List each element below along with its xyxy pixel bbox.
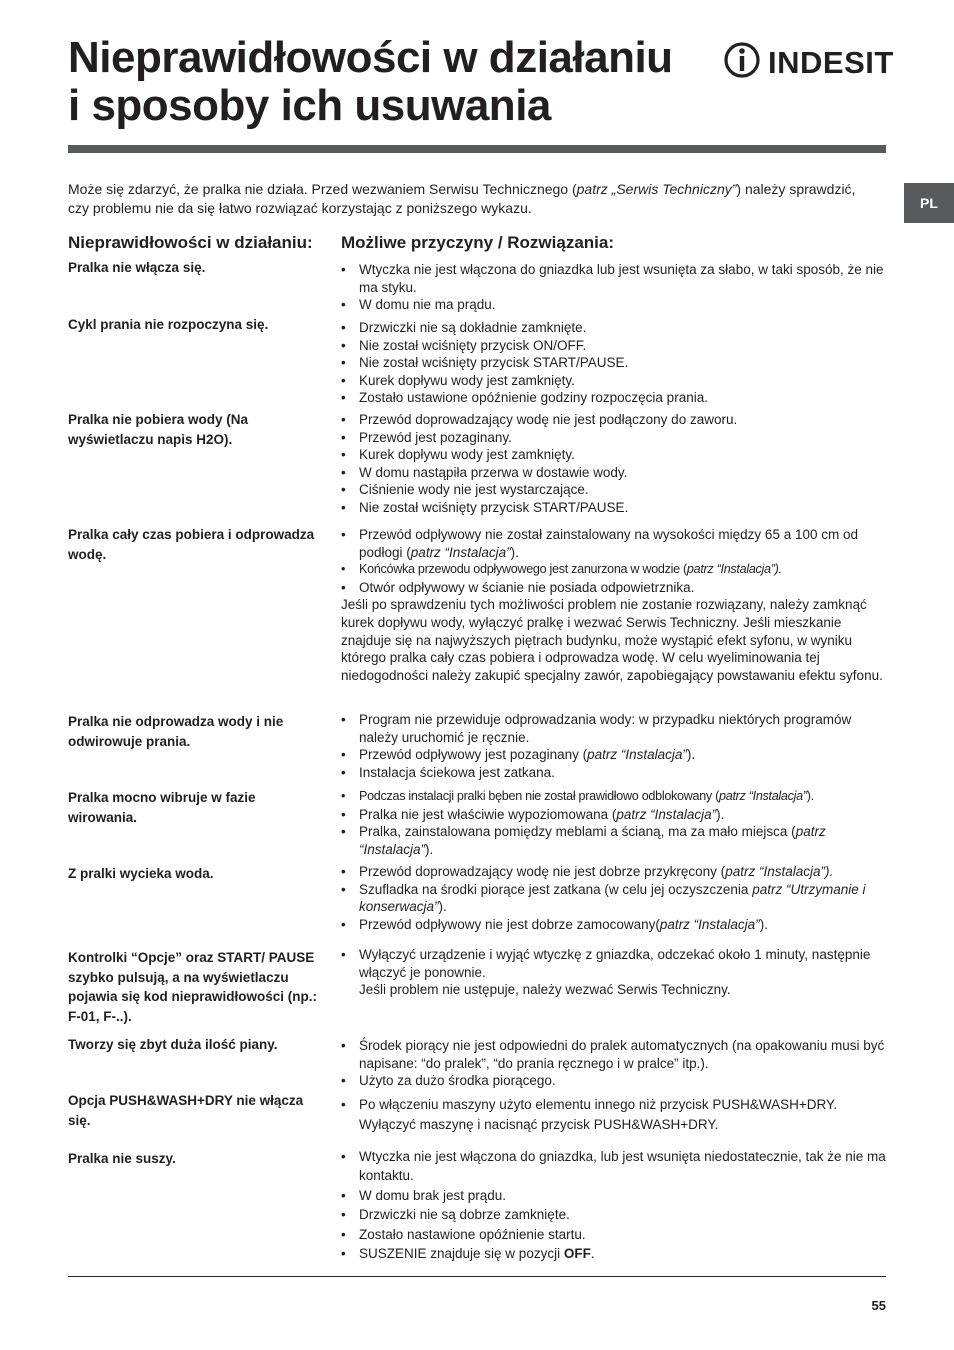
solution-item: • Wtyczka nie jest włączona do gniazdka lub jest wsunięta za słabo, w taki sposób, że nie ma styku. bbox=[341, 261, 889, 296]
solution-item: • Użyto za dużo środka piorącego. bbox=[341, 1072, 889, 1090]
fault-solutions bbox=[341, 1147, 889, 1263]
fault-solutions bbox=[341, 863, 889, 933]
page-title-line-1: Nieprawidłowości w działaniu bbox=[68, 33, 673, 82]
solution-list bbox=[341, 319, 889, 407]
solution-item: • Przewód odpływowy nie został zainstalowany na wysokości między 65 a 100 cm od podłogi (patrz “Instalacja”). bbox=[341, 526, 889, 561]
intro-reference: patrz „Serwis Techniczny” bbox=[576, 181, 737, 197]
solution-item: • Przewód doprowadzający wodę nie jest dobrze przykręcony (patrz “Instalacja”). bbox=[341, 863, 889, 881]
solution-item: • Zostało ustawione opóźnienie godziny rozpoczęcia prania. bbox=[341, 389, 889, 407]
solution-item: • Kurek dopływu wody jest zamknięty. bbox=[341, 372, 889, 390]
solution-item: • Zostało nastawione opóźnienie startu. bbox=[341, 1225, 889, 1244]
brand-logo-text: INDESIT bbox=[768, 45, 894, 80]
fault-label: Pralka nie włącza się. bbox=[68, 260, 206, 275]
solution-list bbox=[341, 261, 889, 314]
header-divider bbox=[68, 145, 886, 153]
faults-column-heading: Nieprawidłowości w działaniu: bbox=[68, 233, 313, 252]
solution-item: • Środek piorący nie jest odpowiedni do pralek automatycznych (na opakowaniu musi być napisane: “do pralek”, “do prania ręcznego i w pralce” itp.). bbox=[341, 1037, 889, 1072]
fault-label: Pralka nie odprowadza wody i nie odwirowuje prania. bbox=[68, 714, 284, 749]
solution-item: • Po włączeniu maszyny użyto elementu innego niż przycisk PUSH&WASH+DRY. Wyłączyć maszynę i nacisnąć przycisk PUSH&WASH+DRY. bbox=[341, 1095, 889, 1134]
intro-text-1: Może się zdarzyć, że pralka nie działa. Przed wezwaniem Serwisu Technicznego ( bbox=[68, 181, 577, 197]
solution-list bbox=[341, 411, 889, 517]
solution-item: • Pralka nie jest właściwie wypoziomowana (patrz “Instalacja”). bbox=[341, 806, 889, 824]
fault-label: Pralka nie suszy. bbox=[68, 1151, 176, 1166]
solution-item: • Szufladka na środki piorące jest zatkana (w celu jej oczyszczenia patrz “Utrzymanie i konserwacja”). bbox=[341, 881, 889, 916]
solution-note: Jeśli problem nie ustępuje, należy wezwać Serwis Techniczny. bbox=[359, 982, 731, 998]
fault-label: Pralka cały czas pobiera i odprowadza wodę. bbox=[68, 527, 315, 562]
fault-solutions bbox=[341, 1037, 889, 1090]
solution-note: Jeśli po sprawdzeniu tych możliwości problem nie zostanie rozwiązany, należy zamknąć kurek dopływu wody, wyłączyć pralkę i wezwać Serwis Techniczny. Jeśli mieszkanie znajduje się na najwyższych piętrach budynku, może wystąpić efekt syfonu, w wyniku którego pralka cały czas pobiera i odprowadza wodę. W celu wyeliminowania tej niedogodności należy zakupić specjalny zawór, zapobiegający powstawaniu efektu syfonu. bbox=[341, 597, 883, 683]
solution-list bbox=[341, 863, 889, 933]
solution-item: • Drzwiczki nie są dokładnie zamknięte. bbox=[341, 319, 889, 337]
fault-solutions bbox=[341, 261, 889, 314]
solution-item: • W domu nie ma prądu. bbox=[341, 296, 889, 314]
fault-solutions bbox=[341, 319, 889, 407]
intro-paragraph bbox=[68, 180, 868, 218]
solution-item: • Podczas instalacji pralki bęben nie został prawidłowo odblokowany (patrz “Instalacja”). bbox=[341, 788, 889, 806]
solution-item: • W domu brak jest prądu. bbox=[341, 1186, 889, 1205]
page-title-line-2: i sposoby ich usuwania bbox=[68, 81, 551, 130]
solution-item: • Końcówka przewodu odpływowego jest zanurzona w wodzie (patrz “Instalacja”). bbox=[341, 561, 889, 579]
solution-item: • Wyłączyć urządzenie i wyjąć wtyczkę z gniazdka, odczekać około 1 minuty, następnie włączyć je ponownie. bbox=[341, 946, 889, 981]
solution-item: • Nie został wciśnięty przycisk START/PAUSE. bbox=[341, 499, 889, 517]
fault-solutions bbox=[341, 411, 889, 517]
fault-label: Cykl prania nie rozpoczyna się. bbox=[68, 317, 269, 332]
fault-label: Pralka mocno wibruje w fazie wirowania. bbox=[68, 790, 256, 825]
solution-item: • Przewód doprowadzający wodę nie jest podłączony do zaworu. bbox=[341, 411, 889, 429]
fault-label: Pralka nie pobiera wody (Na wyświetlaczu napis H2O). bbox=[68, 412, 249, 447]
solution-item: • Ciśnienie wody nie jest wystarczające. bbox=[341, 481, 889, 499]
solution-item: • Nie został wciśnięty przycisk START/PAUSE. bbox=[341, 354, 889, 372]
solution-item: • Instalacja ściekowa jest zatkana. bbox=[341, 764, 889, 782]
solution-item: • SUSZENIE znajduje się w pozycji OFF. bbox=[341, 1244, 889, 1263]
solution-item: • Nie został wciśnięty przycisk ON/OFF. bbox=[341, 337, 889, 355]
footer-divider bbox=[68, 1276, 886, 1277]
solution-item: • Wtyczka nie jest włączona do gniazdka, lub jest wsunięta niedostatecznie, tak że nie ma kontaktu. bbox=[341, 1147, 889, 1186]
solution-item: • Pralka, zainstalowana pomiędzy meblami a ścianą, ma za mało miejsca (patrz “Instalacja”). bbox=[341, 823, 889, 858]
solution-item: • Przewód odpływowy nie jest dobrze zamocowany(patrz “Instalacja”). bbox=[341, 916, 889, 934]
solution-item: • Przewód jest pozaginany. bbox=[341, 429, 889, 447]
page-number: 55 bbox=[871, 1298, 886, 1313]
solution-list bbox=[341, 1095, 889, 1134]
solution-item: • Kurek dopływu wody jest zamknięty. bbox=[341, 446, 889, 464]
fault-solutions bbox=[341, 1095, 889, 1134]
fault-solutions bbox=[341, 788, 889, 858]
solution-list bbox=[341, 946, 889, 981]
solution-list bbox=[341, 526, 889, 596]
fault-solutions bbox=[341, 526, 889, 684]
solution-item: • Program nie przewiduje odprowadzania wody: w przypadku niektórych programów należy uruchomić je ręcznie. bbox=[341, 711, 889, 746]
fault-label: Opcja PUSH&WASH+DRY nie włącza się. bbox=[68, 1093, 304, 1128]
solution-item: • Otwór odpływowy w ścianie nie posiada odpowietrznika. bbox=[341, 579, 889, 597]
fault-label: Kontrolki “Opcje” oraz START/ PAUSE szybko pulsują, a na wyświetlaczu pojawia się kod nieprawidłowości (np.: F-01, F-..). bbox=[68, 950, 318, 1024]
solution-list bbox=[341, 1037, 889, 1090]
solution-item: • Przewód odpływowy jest pozaginany (patrz “Instalacja”). bbox=[341, 746, 889, 764]
indesit-logo-icon bbox=[724, 40, 760, 80]
fault-label: Tworzy się zbyt duża ilość piany. bbox=[68, 1037, 278, 1052]
brand-logo bbox=[724, 40, 894, 84]
solution-list bbox=[341, 1147, 889, 1263]
solution-list bbox=[341, 788, 889, 858]
fault-solutions bbox=[341, 711, 889, 781]
solution-list bbox=[341, 711, 889, 781]
page-title bbox=[68, 34, 673, 130]
language-tab: PL bbox=[904, 183, 954, 223]
fault-label: Z pralki wycieka woda. bbox=[68, 866, 214, 881]
fault-solutions bbox=[341, 946, 889, 999]
solution-item: • Drzwiczki nie są dobrze zamknięte. bbox=[341, 1205, 889, 1224]
causes-column-heading: Możliwe przyczyny / Rozwiązania: bbox=[341, 233, 615, 252]
intro-text-2: ) należy sprawdzić, czy problemu nie da się łatwo rozwiązać korzystając z poniższego wykazu. bbox=[68, 181, 856, 216]
solution-item: • W domu nastąpiła przerwa w dostawie wody. bbox=[341, 464, 889, 482]
